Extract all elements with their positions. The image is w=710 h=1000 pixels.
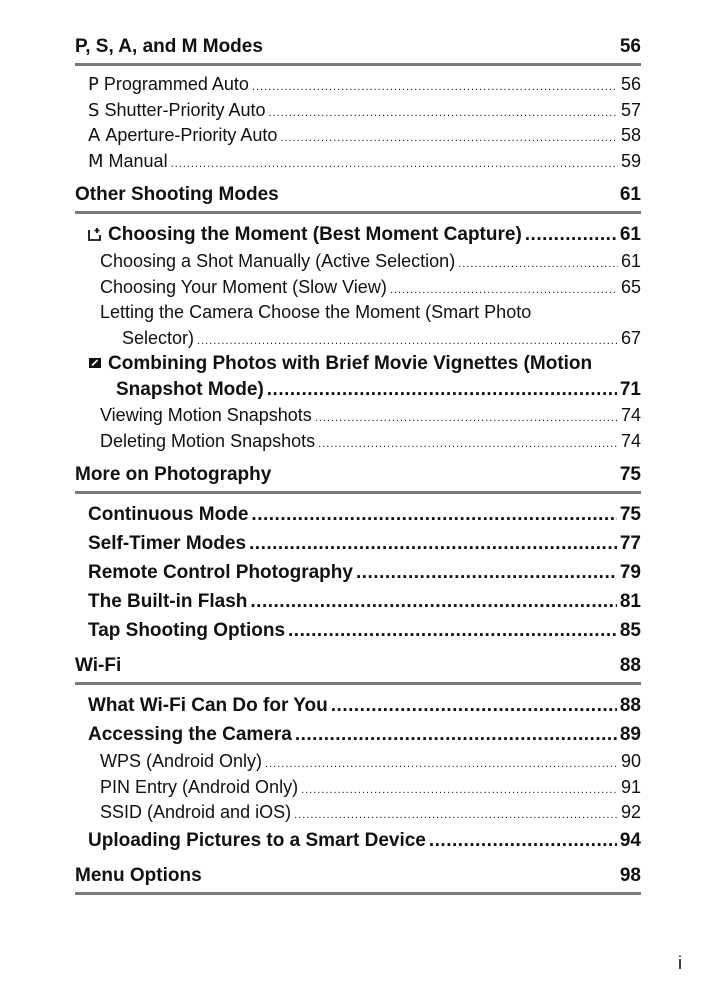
motion-snapshot-icon bbox=[88, 356, 102, 370]
toc-section-title: Menu Options bbox=[75, 864, 202, 886]
toc-entry-page: 74 bbox=[620, 430, 641, 451]
dot-leader bbox=[252, 75, 618, 101]
toc-entry-page: 57 bbox=[620, 99, 641, 120]
toc-section-heading[interactable] bbox=[75, 182, 641, 208]
toc-entry-page: 79 bbox=[619, 562, 641, 583]
toc-entry-remote-control-photography[interactable] bbox=[75, 558, 641, 587]
toc-entry-page: 58 bbox=[620, 125, 641, 145]
toc-section-heading[interactable] bbox=[75, 863, 641, 889]
section-rule bbox=[75, 63, 641, 66]
toc-entry-label: Programmed Auto bbox=[103, 74, 249, 94]
toc-section-psam-modes bbox=[75, 34, 641, 174]
toc-section-page: 56 bbox=[619, 36, 641, 57]
toc-entry-smart-photo-selector[interactable] bbox=[75, 300, 641, 351]
toc-entry-label: Aperture-Priority Auto bbox=[105, 125, 278, 145]
section-rule bbox=[75, 682, 641, 685]
toc-section-page: 98 bbox=[619, 864, 641, 886]
section-rule bbox=[75, 892, 641, 895]
toc-entry-page: 85 bbox=[619, 620, 641, 641]
toc-entry-label: PIN Entry (Android Only) bbox=[100, 776, 299, 797]
toc-entry-label: WPS (Android Only) bbox=[100, 751, 263, 771]
section-rule bbox=[75, 491, 641, 494]
toc-section-wifi bbox=[75, 653, 641, 855]
dot-leader bbox=[331, 691, 617, 720]
toc-entry-page: 74 bbox=[620, 405, 641, 425]
toc-entry-page: 61 bbox=[620, 251, 641, 271]
toc-entry-page: 90 bbox=[620, 751, 641, 771]
toc-entry-label: SSID (Android and iOS) bbox=[100, 802, 292, 822]
mode-p-icon: P bbox=[88, 74, 99, 95]
toc-entry-self-timer-modes[interactable] bbox=[75, 529, 641, 558]
toc-entry-label: Manual bbox=[108, 150, 168, 171]
toc-entry-pin-entry[interactable] bbox=[75, 775, 641, 801]
toc-entry-page: 77 bbox=[619, 533, 641, 554]
toc-entry-continuous-mode[interactable] bbox=[75, 500, 641, 529]
toc-entry-page: 59 bbox=[620, 150, 641, 171]
toc-entry-slow-view[interactable] bbox=[75, 275, 641, 301]
toc-section-heading[interactable] bbox=[75, 462, 641, 488]
toc-entry-tap-shooting-options[interactable] bbox=[75, 616, 641, 645]
toc-section-title: Wi-Fi bbox=[75, 655, 122, 676]
dot-leader bbox=[356, 558, 617, 587]
dot-leader bbox=[301, 778, 618, 804]
toc-entry-motion-snapshot-mode[interactable] bbox=[75, 351, 641, 403]
toc-entry-best-moment-capture[interactable] bbox=[75, 220, 641, 249]
toc-section-page: 75 bbox=[619, 464, 641, 485]
toc-entry-label: Deleting Motion Snapshots bbox=[100, 430, 316, 451]
toc-entry-label-line2: Selector) bbox=[122, 327, 195, 348]
mode-a-icon: A bbox=[88, 125, 101, 146]
toc-entry-active-selection[interactable] bbox=[75, 249, 641, 275]
toc-section-more-on-photography bbox=[75, 462, 641, 645]
section-rule bbox=[75, 211, 641, 214]
toc-entry-ssid[interactable] bbox=[75, 800, 641, 826]
dot-leader bbox=[250, 587, 616, 616]
toc-entry-label: The Built-in Flash bbox=[88, 591, 248, 612]
toc-entry-label-line1: Combining Photos with Brief Movie Vignettes (Motion bbox=[108, 353, 593, 374]
toc-section-title: More on Photography bbox=[75, 464, 272, 485]
toc-entry-page: 92 bbox=[620, 802, 641, 822]
toc-entry-label: Viewing Motion Snapshots bbox=[100, 405, 312, 425]
table-of-contents bbox=[75, 34, 641, 901]
toc-section-title: Other Shooting Modes bbox=[75, 184, 279, 205]
toc-entry-aperture-priority[interactable] bbox=[75, 123, 641, 149]
dot-leader bbox=[267, 377, 617, 403]
toc-entry-label: Uploading Pictures to a Smart Device bbox=[88, 829, 426, 851]
toc-entry-label-line1: Letting the Camera Choose the Moment (Smart Photo bbox=[100, 302, 532, 322]
toc-entry-label: Shutter-Priority Auto bbox=[104, 99, 266, 120]
page-folio: i bbox=[678, 953, 682, 973]
toc-entry-page: 91 bbox=[620, 776, 641, 797]
dot-leader bbox=[251, 500, 616, 529]
dot-leader bbox=[265, 752, 618, 778]
toc-entry-label: Choosing the Moment (Best Moment Capture) bbox=[108, 224, 522, 245]
toc-section-heading[interactable] bbox=[75, 34, 641, 60]
mode-s-icon: S bbox=[88, 99, 100, 121]
toc-section-other-shooting-modes bbox=[75, 182, 641, 454]
toc-entry-label: Tap Shooting Options bbox=[88, 620, 286, 641]
toc-entry-what-wifi-can-do[interactable] bbox=[75, 691, 641, 720]
toc-entry-label: Remote Control Photography bbox=[88, 562, 353, 583]
toc-entry-label: Continuous Mode bbox=[88, 504, 249, 525]
toc-entry-page: 75 bbox=[619, 504, 641, 525]
dot-leader bbox=[525, 220, 617, 249]
toc-entry-page: 65 bbox=[620, 276, 641, 297]
toc-entry-page: 94 bbox=[619, 829, 641, 851]
toc-entry-page: 56 bbox=[620, 74, 641, 94]
toc-entry-page: 88 bbox=[619, 695, 641, 716]
toc-entry-built-in-flash[interactable] bbox=[75, 587, 641, 616]
dot-leader bbox=[318, 432, 618, 458]
toc-section-menu-options bbox=[75, 863, 641, 895]
toc-entry-uploading-pictures[interactable] bbox=[75, 826, 641, 855]
dot-leader bbox=[429, 826, 617, 855]
toc-entry-deleting-motion-snapshots[interactable] bbox=[75, 429, 641, 455]
toc-entry-label: Self-Timer Modes bbox=[88, 533, 247, 554]
dot-leader bbox=[171, 152, 618, 178]
toc-entry-viewing-motion-snapshots[interactable] bbox=[75, 403, 641, 429]
toc-entry-accessing-the-camera[interactable] bbox=[75, 720, 641, 749]
dot-leader bbox=[280, 126, 618, 152]
toc-section-page: 88 bbox=[619, 655, 641, 676]
toc-entry-label: What Wi-Fi Can Do for You bbox=[88, 695, 328, 716]
toc-entry-manual[interactable] bbox=[75, 149, 641, 175]
dot-leader bbox=[269, 101, 618, 127]
mode-m-icon: M bbox=[88, 150, 104, 172]
dot-leader bbox=[315, 406, 618, 432]
toc-entry-label: Choosing a Shot Manually (Active Selection) bbox=[100, 251, 456, 271]
toc-entry-page: 71 bbox=[619, 379, 641, 400]
toc-entry-shutter-priority[interactable] bbox=[75, 98, 641, 124]
toc-entry-page: 89 bbox=[619, 724, 641, 745]
toc-entry-wps[interactable] bbox=[75, 749, 641, 775]
toc-entry-page: 67 bbox=[620, 327, 641, 348]
dot-leader bbox=[288, 616, 617, 645]
toc-section-title: P, S, A, and M Modes bbox=[75, 36, 263, 57]
dot-leader bbox=[458, 252, 618, 278]
toc-entry-programmed-auto[interactable] bbox=[75, 72, 641, 98]
toc-entry-label: Choosing Your Moment (Slow View) bbox=[100, 276, 387, 297]
toc-entry-label: Accessing the Camera bbox=[88, 724, 292, 745]
toc-entry-page: 61 bbox=[619, 224, 641, 245]
toc-entry-page: 81 bbox=[619, 591, 641, 612]
toc-entry-label-line2: Snapshot Mode) bbox=[116, 379, 264, 400]
dot-leader bbox=[295, 720, 617, 749]
dot-leader bbox=[249, 529, 617, 558]
toc-section-heading[interactable] bbox=[75, 653, 641, 679]
best-moment-capture-icon bbox=[88, 227, 102, 241]
toc-section-page: 61 bbox=[619, 184, 641, 205]
